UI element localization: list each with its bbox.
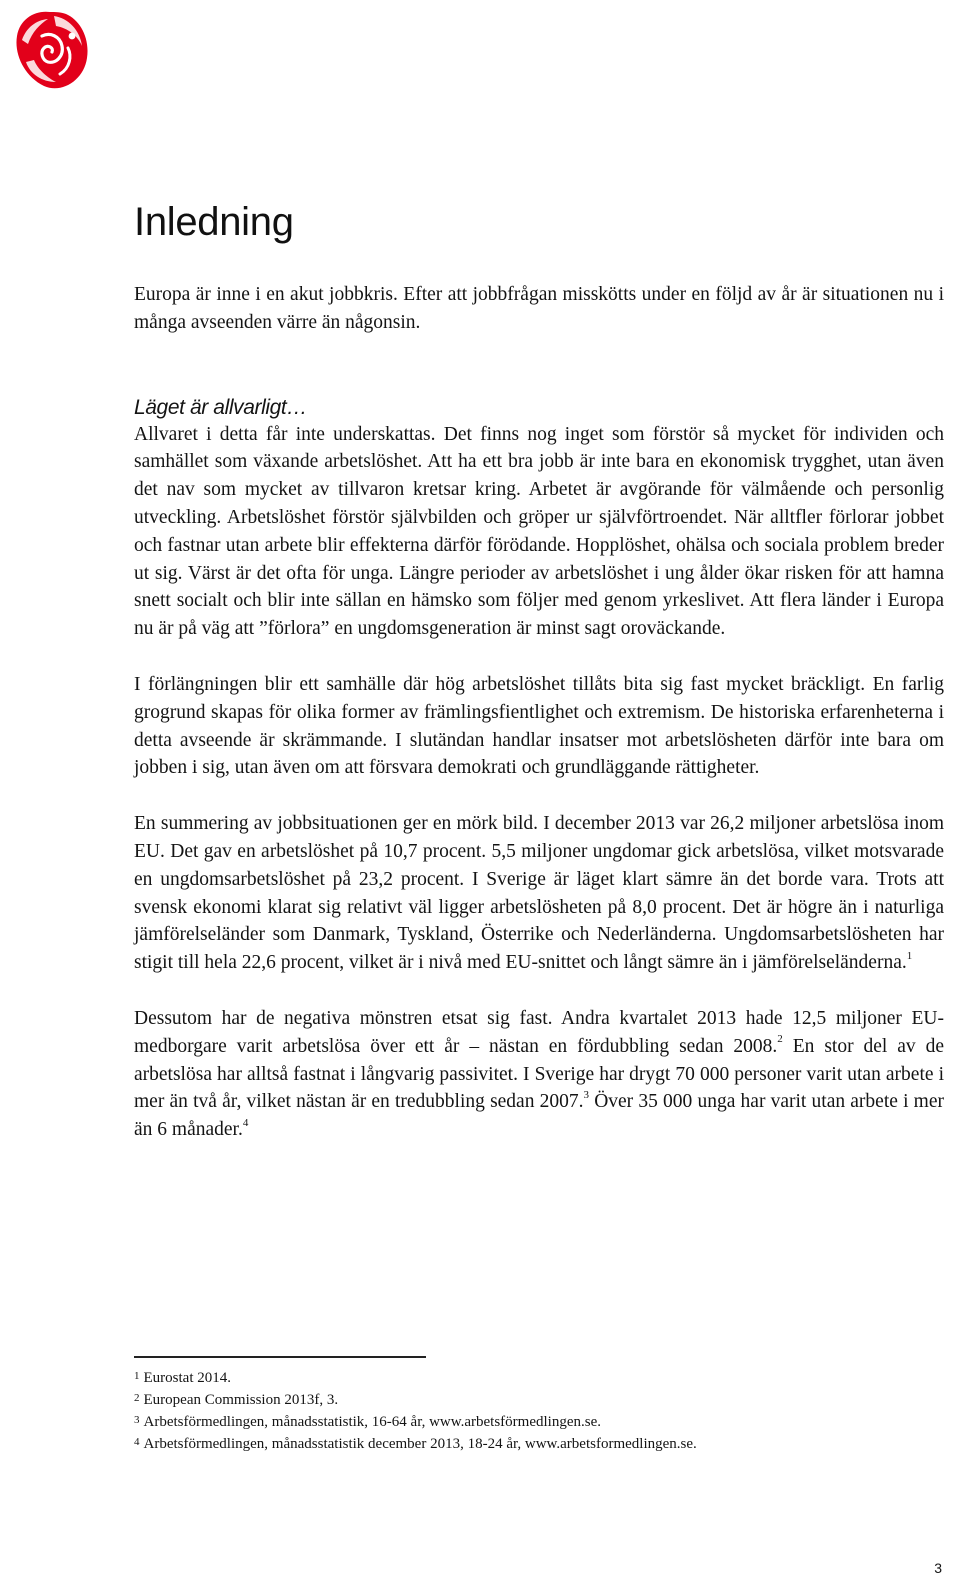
footnote-text: Arbetsförmedlingen, månadsstatistik, 16-64 år, www.arbetsförmedlingen.se. xyxy=(143,1414,601,1430)
paragraph-4-text-a: Dessutom har de negativa mönstren etsat sig fast. Andra kvartalet 2013 hade 12,5 miljoner EU-medborgare varit arbetslösa över ett år – nästan en fördubbling sedan 2008. xyxy=(134,1007,944,1057)
paragraph-4-text-c: Över 35 000 unga har varit utan arbete i mer än 6 månader. xyxy=(134,1091,944,1141)
footnote-number: 1 xyxy=(134,1370,140,1382)
page-title: Inledning xyxy=(134,200,294,244)
footnote-ref-4: 4 xyxy=(242,1116,249,1129)
footnote-item xyxy=(134,1412,934,1434)
footnote-text: Arbetsförmedlingen, månadsstatistik december 2013, 18-24 år, www.arbetsformedlingen.se. xyxy=(143,1436,697,1452)
paragraph-4 xyxy=(134,1005,944,1144)
footnote-item xyxy=(134,1368,934,1390)
footnotes xyxy=(134,1368,934,1456)
paragraph-2: I förlängningen blir ett samhälle där hög arbetslöshet tillåts bita sig fast mycket bräckligt. En farlig grogrund skapas för olika former av främlingsfientlighet och extremism. De historiska erfarenheterna i detta avseende är skrämmande. I slutändan handlar insatser mot arbetslösheten därför inte bara om jobben i sig, utan även om att försvara demokrati och grundläggande rättigheter. xyxy=(134,673,944,779)
footnote-ref-1: 1 xyxy=(906,949,913,962)
footnote-item xyxy=(134,1390,934,1412)
footnote-item xyxy=(134,1434,934,1456)
footnote-text: European Commission 2013f, 3. xyxy=(143,1392,339,1408)
intro-paragraph: Europa är inne i en akut jobbkris. Efter att jobbfrågan misskötts under en följd av år är situationen nu i många avseenden värre än någonsin. xyxy=(134,284,944,333)
footnote-number: 3 xyxy=(134,1414,140,1426)
paragraph-3 xyxy=(134,810,944,977)
page-number: 3 xyxy=(934,1560,942,1576)
paragraph-3-text: En summering av jobbsituationen ger en mörk bild. I december 2013 var 26,2 miljoner arbetslösa inom EU. Det gav en arbetslöshet på 10,7 procent. 5,5 miljoner ungdomar gick arbetslösa, vilket motsvarade en ungdomsarbetslöshet på 23,2 procent. I Sverige är läget klart sämre än det borde vara. Trots att svensk ekonomi klarat sig relativt väl ligger arbetslösheten på 8,0 procent. Det är högre än i naturliga jämförelseländer som Danmark, Tyskland, Österrike och Nederländerna. Ungdomsarbetslösheten har stigit till hela 22,6 procent, vilket är i nivå med EU-snittet och långt sämre än i jämförelseländerna. xyxy=(134,813,944,974)
party-rose-logo xyxy=(8,6,92,92)
footnote-divider xyxy=(134,1356,426,1358)
paragraph-1: Allvaret i detta får inte underskattas. Det finns nog inget som förstör så mycket för individen och samhället som växande arbetslöshet. Att ha ett bra jobb är inte bara en ekonomisk trygghet, utan även det nav som mycket av tillvaron kretsar kring. Arbetet är avgörande för välmående och personlig utveckling. Arbetslöshet förstör självbilden och gröper ur självförtroendet. När alltfler förlorar jobbet och fastnar utan arbete blir effekterna därför förödande. Hopplöshet, ohälsa och sociala problem breder ut sig. Värst är det ofta för unga. Längre perioder av arbetslöshet i ung ålder ökar risken för att hamna snett socialt och blir inte sällan en hämsko som följer med genom yrkeslivet. Att flera länder i Europa nu är på väg att ”förlora” en ungdomsgeneration är minst sagt oroväckande. xyxy=(134,423,944,640)
footnote-ref-3: 3 xyxy=(583,1088,590,1101)
footnote-ref-2: 2 xyxy=(777,1033,783,1046)
document-body xyxy=(134,198,944,1144)
section-heading: Läget är allvarligt… xyxy=(134,395,307,419)
paragraph-4-text-b: En stor del av de arbetslösa har alltså fastnat i långvarig passivitet. I Sverige har drygt 70 000 personer varit utan arbete i mer än två år, vilket nästan är en tredubbling sedan 2007. xyxy=(134,1035,944,1113)
footnote-text: Eurostat 2014. xyxy=(143,1370,231,1386)
footnote-number: 4 xyxy=(134,1436,140,1448)
footnote-number: 2 xyxy=(134,1392,140,1404)
